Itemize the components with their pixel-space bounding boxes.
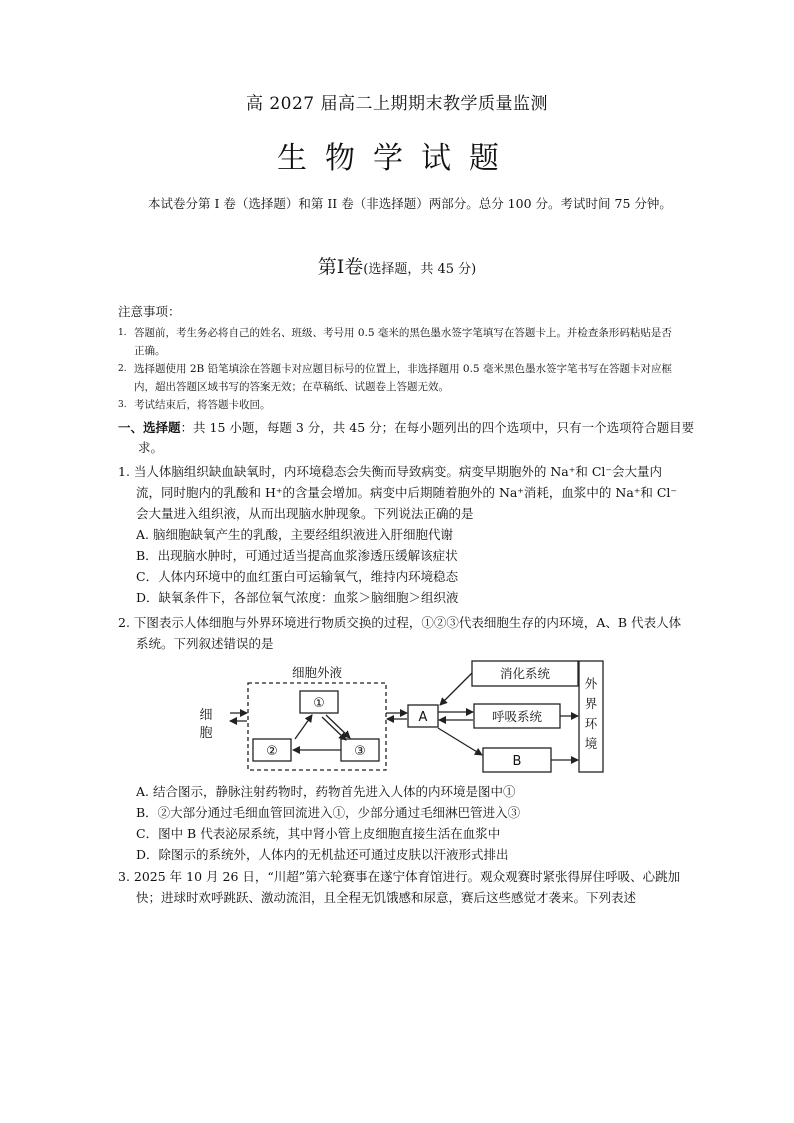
notes-heading: 注意事项： <box>118 304 181 319</box>
digestive-label: 消化系统 <box>499 666 551 681</box>
node-b-label: B <box>512 754 522 769</box>
notes-list <box>118 324 678 414</box>
node-a-label: A <box>418 710 428 725</box>
notes-item <box>118 396 678 414</box>
question-option: B．②大部分通过毛细血管回流进入①，少部分通过毛细淋巴管进入③ <box>136 805 521 820</box>
notes-item-number: 3. <box>118 400 127 410</box>
environment-char-4: 境 <box>584 736 598 751</box>
question-2 <box>118 612 683 654</box>
question-option: A. 脑细胞缺氧产生的乳酸，主要经组织液进入肝细胞代谢 <box>136 527 453 542</box>
section-label: 一、选择题 <box>118 420 181 435</box>
respiratory-label: 呼吸系统 <box>491 709 543 724</box>
notes-item <box>118 360 678 396</box>
notes-item-number: 1. <box>118 328 127 338</box>
arrow-a-to-b <box>438 728 482 755</box>
exam-header: 高 2027 届高二上期期末教学质量监测 <box>245 94 549 114</box>
question-option: A. 结合图示，静脉注射药物时，药物首先进入人体的内环境是图中① <box>136 784 516 799</box>
environment-char-3: 环 <box>584 716 598 731</box>
notes-item-text: 答题前，考生务必将自己的姓名、班级、考号用 0.5 毫米的黑色墨水签字笔填写在答题卡上。并检查条形码粘贴是否正确。 <box>134 327 672 357</box>
environment-char-2: 界 <box>584 696 598 711</box>
question-stem: 1. 当人体脑组织缺血缺氧时，内环境稳态会失衡而导致病变。病变早期胞外的 Na⁺和 Cl⁻会大量内流，同时胞内的乳酸和 H⁺的含量会增加。病变中后期随着胞外的 Na⁺消耗，血浆中的 Na⁺和 Cl⁻会大量进入组织液，从而出现脑水肿现象。下列说法正确的是 <box>118 464 678 521</box>
cell-label-top: 细 <box>199 708 213 723</box>
section-heading <box>118 418 698 458</box>
question-2-options <box>118 781 683 865</box>
node-2-label: ② <box>266 744 278 759</box>
section-text: ：共 15 小题，每题 3 分，共 45 分；在每小题列出的四个选项中，只有一个选项符合题目要求。 <box>138 420 695 455</box>
environment-char-1: 外 <box>584 676 598 691</box>
question-option: C．图中 B 代表泌尿系统，其中肾小管上皮细胞直接生活在血浆中 <box>136 826 501 841</box>
question-option: C．人体内环境中的血红蛋白可运输氧气，维持内环境稳态 <box>136 569 459 584</box>
notes-item <box>118 324 678 360</box>
question-stem: 2. 下图表示人体细胞与外界环境进行物质交换的过程，①②③代表细胞生存的内环境，A、B 代表人体系统。下列叙述错误的是 <box>118 615 682 651</box>
question-3 <box>118 866 683 908</box>
question-stem: 3. 2025 年 10 月 26 日，“川超”第六轮赛事在遂宁体育馆进行。观众观赛时紧张得屏住呼吸、心跳加快；进球时欢呼跳跃、激动流泪，且全程无饥饿感和尿意，赛后这些感觉才袭来。下列表述 <box>118 869 681 905</box>
node-1-label: ① <box>313 696 325 711</box>
notes-item-text: 考试结束后，将答题卡收回。 <box>134 399 271 411</box>
subject-title: 生物学试题 <box>277 141 517 176</box>
arrow-1-to-3 <box>326 715 350 738</box>
question-option: B．出现脑水肿时，可通过适当提高血浆渗透压缓解该症状 <box>136 548 458 563</box>
arrow-digestive-to-a <box>440 673 472 705</box>
question-option: D．除图示的系统外，人体内的无机盐还可通过皮肤以汗液形式排出 <box>136 847 509 862</box>
exam-intro: 本试卷分第 I 卷（选择题）和第 II 卷（非选择题）两部分。总分 100 分。考试时间 75 分钟。 <box>148 196 672 211</box>
part-title-main: 第Ⅰ卷 <box>317 256 364 278</box>
question-option: D．缺氧条件下，各部位氧气浓度：血浆＞脑细胞＞组织液 <box>136 590 459 605</box>
notes-item-number: 2. <box>118 364 127 374</box>
part-title-sub: (选择题，共 45 分) <box>363 262 477 277</box>
part-title <box>0 252 794 279</box>
notes-item-text: 选择题使用 2B 铅笔填涂在答题卡对应题目标号的位置上，非选择题用 0.5 毫米黑色墨水签字笔书写在答题卡对应框内，超出答题区域书写的答案无效；在草稿纸、试题卷上答题无效。 <box>134 363 672 393</box>
arrow-3-to-1 <box>322 717 346 740</box>
cell-label-bottom: 胞 <box>199 726 213 741</box>
extracellular-label: 细胞外液 <box>291 665 343 680</box>
question-1 <box>118 461 683 608</box>
arrow-2-to-1 <box>295 715 312 739</box>
node-3-label: ③ <box>354 744 366 759</box>
exchange-diagram <box>0 655 794 780</box>
